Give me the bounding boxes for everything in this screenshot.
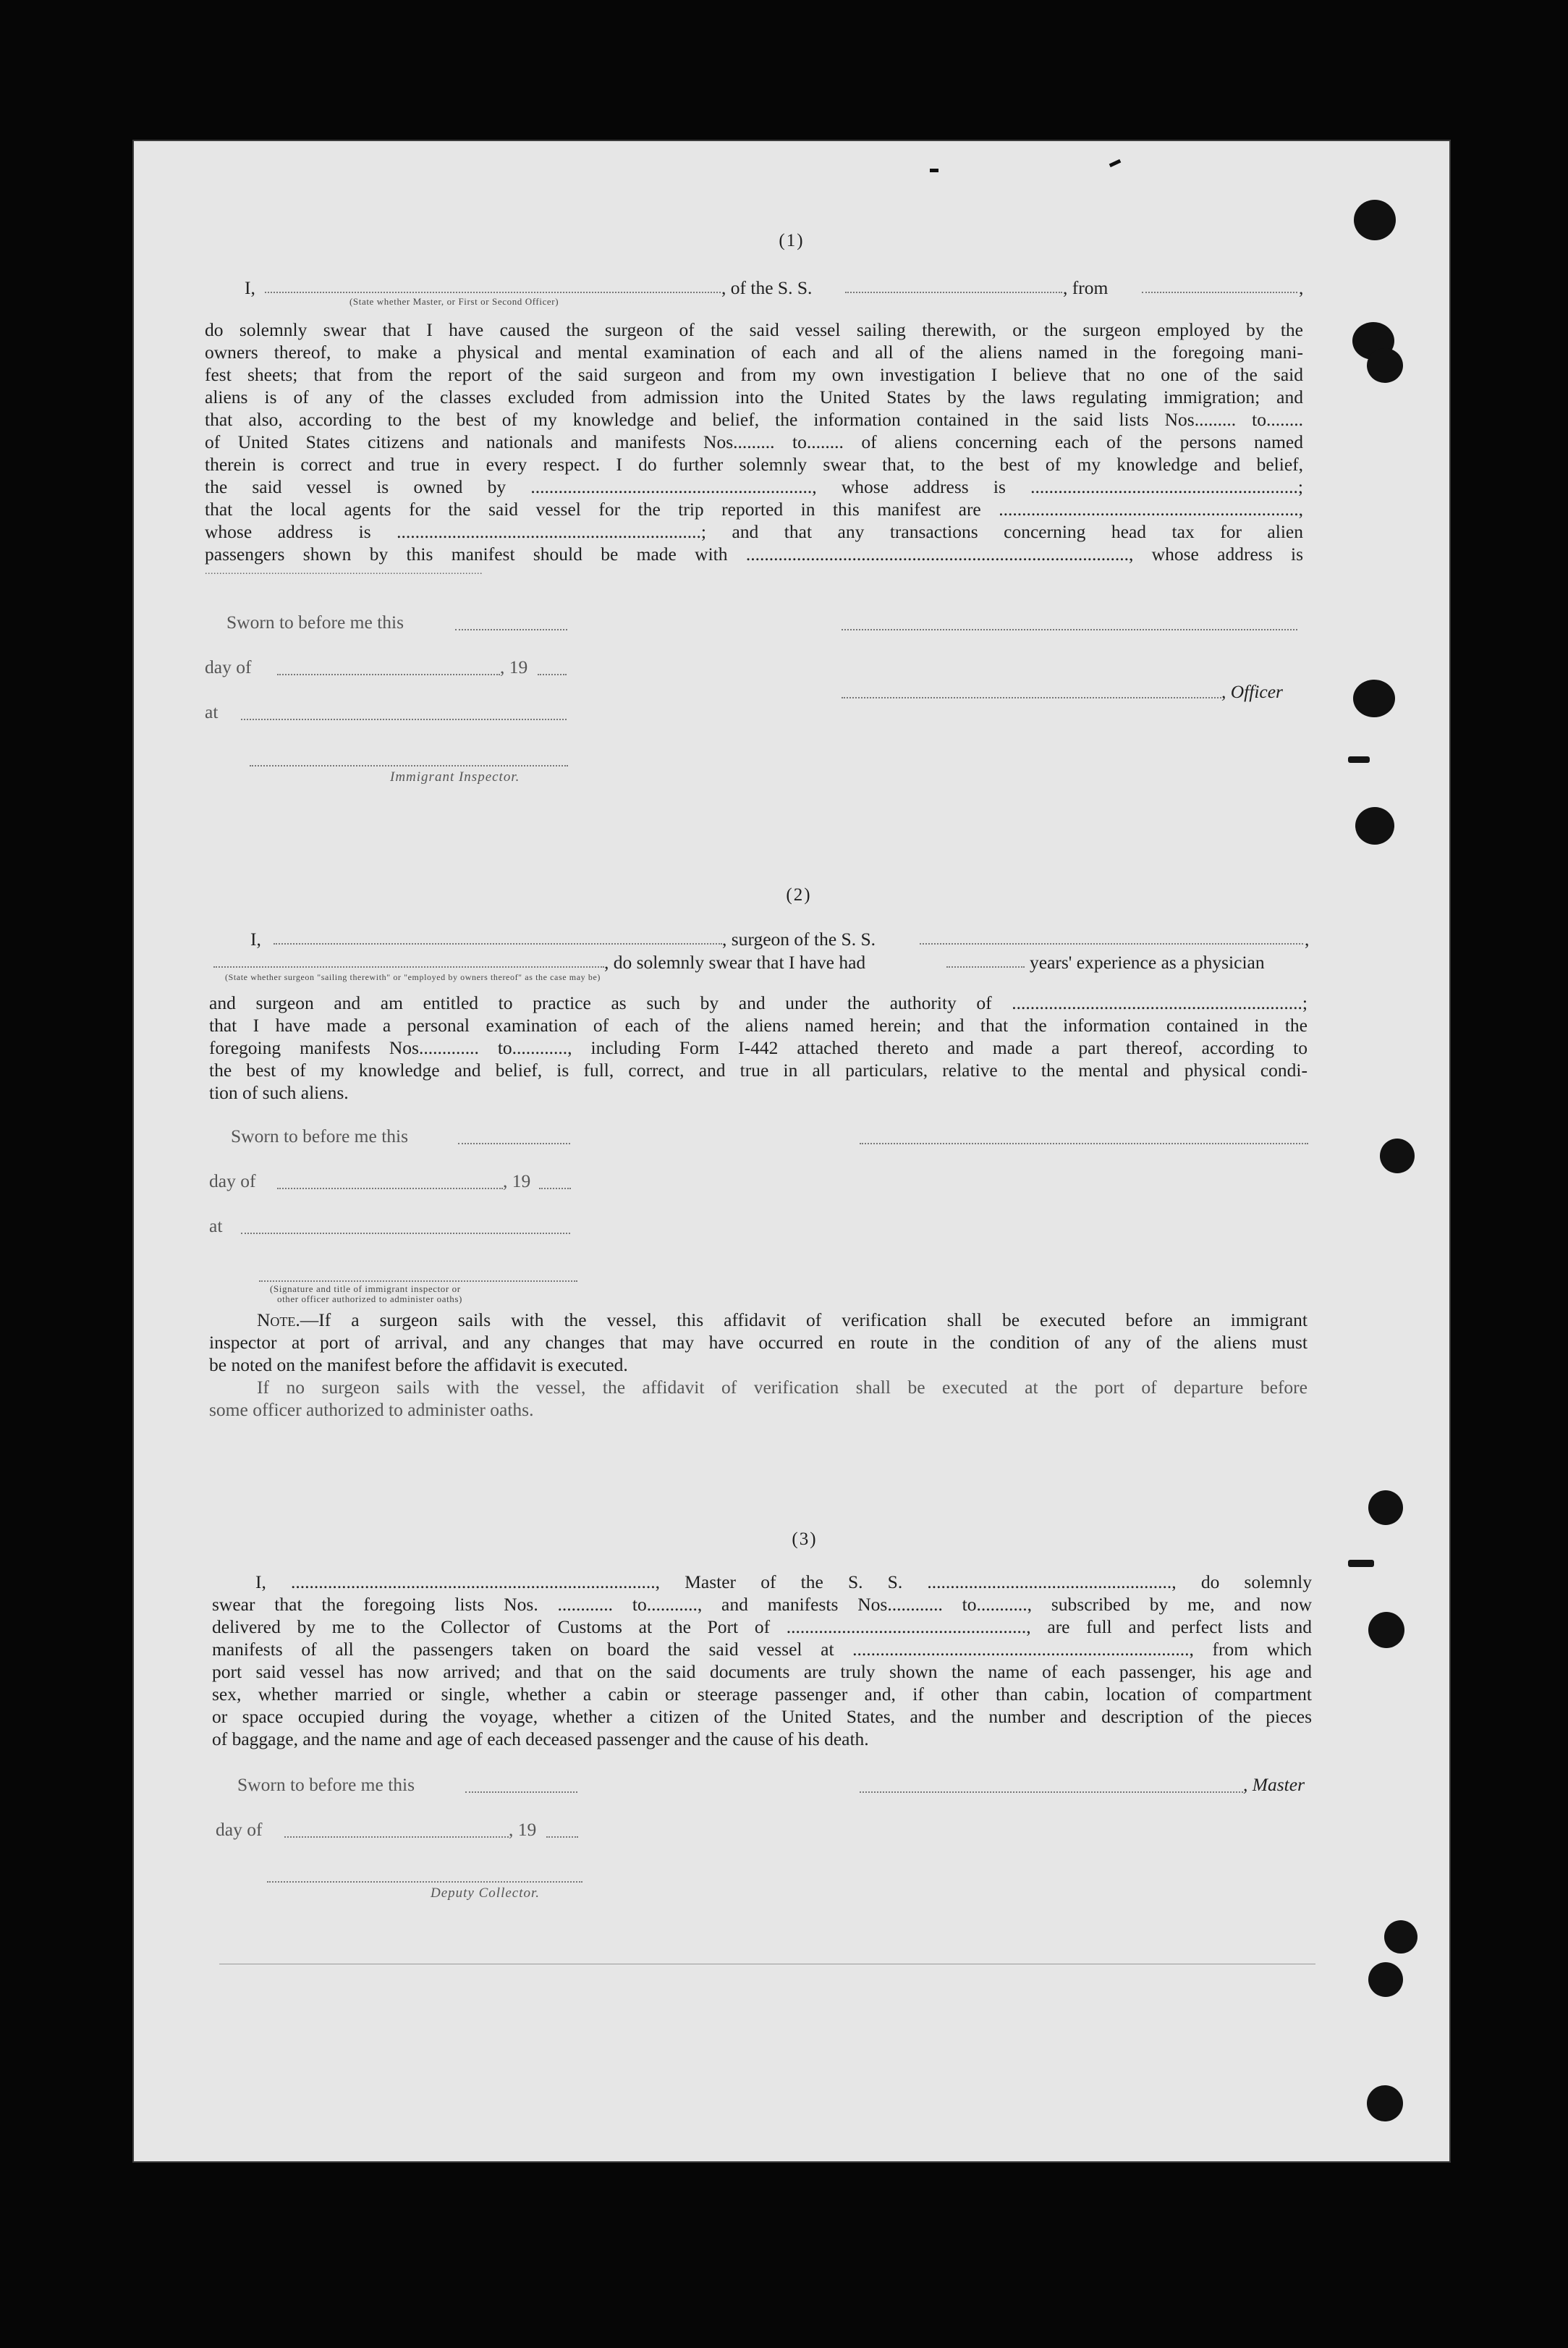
years-field (946, 966, 1025, 968)
sworn-label: Sworn to before me this (226, 612, 404, 633)
body-line: foregoing manifests Nos............. to............, including Form I-442 attached thereto and made a part thereof, according to (209, 1037, 1308, 1058)
inspector-signature-field (250, 765, 568, 767)
field-caption: (State whether Master, or First or Second Officer) (349, 296, 559, 307)
body-line: aliens is of any of the classes excluded from admission into the United States by the laws regulating immigration; and (205, 387, 1303, 407)
binder-hole (1368, 1612, 1404, 1648)
body-line: passengers shown by this manifest should be made with ..................................................................................., whose address is (205, 544, 1303, 565)
label-i: I, (245, 277, 255, 298)
body-line: delivered by me to the Collector of Customs at the Port of ...................................................., are full and perfect lists and (212, 1616, 1312, 1637)
day-field (277, 674, 500, 675)
day-of-label: day of (209, 1170, 256, 1191)
section-number: (3) (792, 1529, 818, 1549)
body-line: that I have made a personal examination of each of the aliens named herein; and that the information contained in the (209, 1015, 1308, 1036)
day-of-label: day of (205, 656, 252, 677)
binder-hole (1367, 348, 1403, 383)
signature-caption: (Signature and title of immigrant inspector or (270, 1283, 461, 1294)
body-line: tion of such aliens. (209, 1082, 349, 1103)
port-field (1142, 292, 1297, 293)
year-label: , 19 (500, 656, 528, 677)
surgeon-signature-field (860, 1143, 1308, 1144)
body-line: of United States citizens and nationals and manifests Nos......... to........ of aliens concerning each of the persons named (205, 431, 1303, 452)
oath-line: , do solemnly swear that I have had (604, 952, 866, 973)
master-label: , Master (1243, 1774, 1305, 1795)
body-line: the best of my knowledge and belief, is full, correct, and true in all particulars, relative to the mental and physical condi- (209, 1060, 1308, 1081)
master-signature-field (860, 1791, 1243, 1793)
vessel-field (920, 943, 1303, 945)
ink-speck (930, 169, 938, 172)
binder-hole (1384, 1920, 1417, 1954)
oath-line: I, ..............................................................................., Master of the S. S. ....................................................., do solemnly (255, 1571, 1312, 1592)
name-field (265, 292, 721, 293)
body-line: therein is correct and true in every respect. I do further solemnly swear that, to the best of my knowledge and belief, (205, 454, 1303, 475)
surgeon-name-field (274, 943, 722, 945)
ink-speck (1109, 159, 1122, 167)
binder-hole (1355, 807, 1394, 845)
body-line: port said vessel has now arrived; and that on the said documents are truly shown the name of each passenger, his age and (212, 1661, 1312, 1682)
binder-hole (1367, 2085, 1403, 2121)
oath-line: , from (1063, 277, 1109, 298)
section-number: (2) (786, 885, 812, 905)
oath-line: I, (250, 929, 261, 950)
note-line: be noted on the manifest before the affidavit is executed. (209, 1354, 628, 1375)
day-of-label: day of (216, 1819, 263, 1840)
sworn-date-field (455, 629, 567, 630)
binder-hole (1380, 1139, 1415, 1173)
body-line: or space occupied during the voyage, whether a citizen of the United States, and the number and description of the pieces (212, 1706, 1312, 1727)
sworn-label: Sworn to before me this (231, 1126, 409, 1146)
note-label: Note. (257, 1309, 300, 1330)
year-label: , 19 (503, 1170, 531, 1191)
note-line: If no surgeon sails with the vessel, the affidavit of verification shall be executed at the port of departure before (257, 1377, 1308, 1398)
vessel-field (845, 292, 1062, 293)
day-field (277, 1188, 503, 1189)
binder-hole (1368, 1962, 1403, 1997)
binder-mark (1348, 1560, 1374, 1567)
oath-line (245, 277, 255, 299)
at-label: at (209, 1215, 223, 1236)
at-field (241, 1233, 570, 1234)
binder-hole (1353, 680, 1395, 717)
oath-line: years' experience as a physician (1030, 952, 1265, 973)
body-line: fest sheets; that from the report of the said surgeon and from my own investigation I believe that no one of the said (205, 364, 1303, 385)
surgeon-type-field (213, 966, 604, 968)
section-number: (1) (779, 231, 805, 250)
oath-line: , surgeon of the S. S. (722, 929, 876, 950)
year-field (546, 1836, 578, 1838)
inspector-signature-field (259, 1280, 577, 1282)
officer-title-field (842, 697, 1221, 698)
oath-line: , of the S. S. (721, 277, 813, 298)
oath-line-end: , (1299, 277, 1304, 298)
sworn-date-field (465, 1791, 577, 1793)
body-line: that also, according to the best of my knowledge and belief, the information contained in the said lists Nos......... to........ (205, 409, 1303, 430)
body-line: swear that the foregoing lists Nos. ............ to..........., and manifests Nos............ to..........., subscribed by me, and now (212, 1594, 1312, 1615)
body-line: owners thereof, to make a physical and mental examination of each and all of the aliens named in the foregoing mani- (205, 342, 1303, 363)
collector-label: Deputy Collector. (431, 1885, 541, 1901)
collector-signature-field (267, 1881, 582, 1883)
body-line: whose address is ..................................................................; and that any transactions concerning head tax for alien (205, 521, 1303, 542)
sworn-date-field (458, 1143, 570, 1144)
body-line: of baggage, and the name and age of each deceased passenger and the cause of his death. (212, 1728, 869, 1749)
oath-line-end: , (1305, 929, 1310, 950)
year-field (538, 674, 567, 675)
note-line: some officer authorized to administer oaths. (209, 1399, 534, 1420)
note-line: Note.—If a surgeon sails with the vessel, this affidavit of verification shall be executed before an immigrant (257, 1309, 1308, 1330)
day-field (284, 1836, 509, 1838)
officer-signature-field (842, 629, 1297, 630)
inspector-label: Immigrant Inspector. (390, 769, 520, 785)
signature-caption: other officer authorized to administer oaths) (277, 1293, 462, 1304)
officer-label: , Officer (1221, 681, 1283, 702)
year-label: , 19 (509, 1819, 537, 1840)
at-field (241, 719, 567, 720)
body-line: ................................................................................................ (205, 566, 483, 577)
body-line: do solemnly swear that I have caused the surgeon of the said vessel sailing therewith, or the surgeon employed by the (205, 319, 1303, 340)
manifest-page (132, 140, 1451, 2163)
field-caption: (State whether surgeon "sailing therewith" or "employed by owners thereof" as the case may be) (225, 972, 601, 982)
sworn-label: Sworn to before me this (237, 1774, 415, 1795)
year-field (539, 1188, 571, 1189)
binder-mark (1348, 756, 1370, 763)
at-label: at (205, 701, 219, 722)
body-line: and surgeon and am entitled to practice as such by and under the authority of ...............................................................; (209, 992, 1308, 1013)
body-line: manifests of all the passengers taken on board the said vessel at ........................................................................., from which (212, 1639, 1312, 1660)
body-line: that the local agents for the said vessel for the trip reported in this manifest are ................................................................., (205, 499, 1303, 520)
binder-hole (1368, 1490, 1403, 1525)
body-line: the said vessel is owned by ............................................................., whose address is ..........................................................; (205, 476, 1303, 497)
body-line: sex, whether married or single, whether a cabin or steerage passenger and, if other than cabin, location of compartment (212, 1684, 1312, 1705)
note-line: inspector at port of arrival, and any changes that may have occurred en route in the condition of any of the aliens must (209, 1332, 1308, 1353)
